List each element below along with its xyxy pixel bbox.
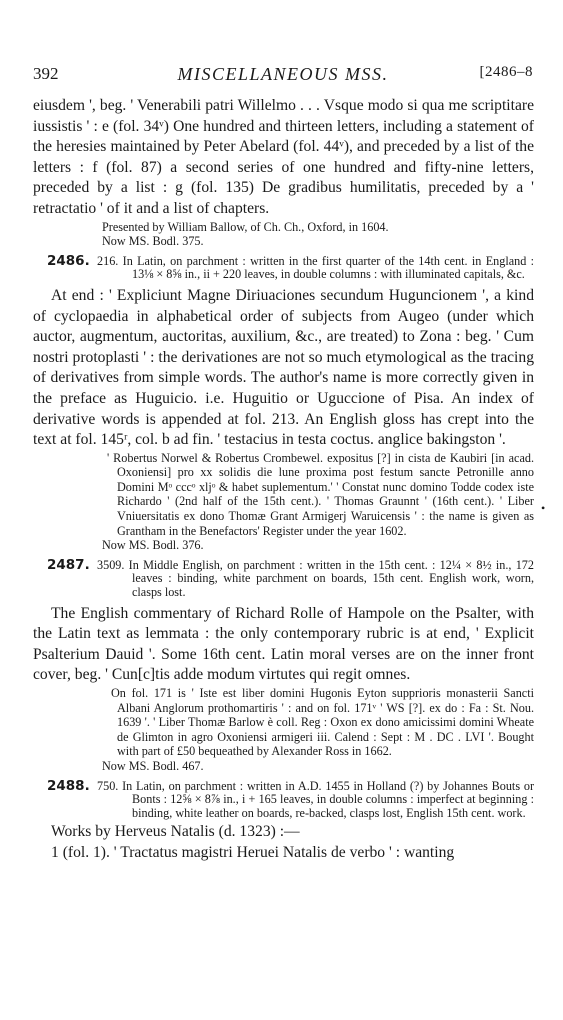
entry-number: 2488. bbox=[47, 777, 90, 794]
entry-2486-description bbox=[33, 252, 534, 282]
page-body bbox=[33, 96, 534, 864]
entry-2487-body: The English commentary of Richard Rolle of Hampole on the Psalter, with the Latin text as lemmata : the only contemporary rubric is at end, ' Explicit Psalterium Dauid '. Some 16th cent. Latin moral verses are on the inner front cover, beg. ' Cun[c]tis adde modum virtutes qui regit omnes. bbox=[33, 604, 534, 684]
shelfmark: Now MS. Bodl. 376. bbox=[102, 538, 204, 553]
entry-2487-description bbox=[33, 556, 534, 600]
entry-2486-provenance: ' Robertus Norwel & Robertus Crombewel. expositus [?] in cista de Kaubiri [in acad. Oxoniensi] pro xx solidis die lune proxima post festum sancte Petronille anno Domini Mᵒ cccᵒ xljᵒ & habet suplementum.' ' Constat nunc domino Todde codex iste Richardo ' (2nd half of the 15th cent.). ' Thomas Graunnt ' (16th cent.). ' Liber Vniuersitatis ex dono Thomæ Grant Armigerj Waruicensis ' : the name is given as Grantham in the Benefactors' Register under the year 1602. bbox=[107, 450, 534, 538]
entry-desc-text: 216. In Latin, on parchment : written in the first quarter of the 14th cent. in England : 13⅛ × 8⅝ in., ii + 220 leaves, in double columns : with illuminated capitals, &c. bbox=[97, 253, 534, 282]
entry-desc-text: 750. In Latin, on parchment : written in A.D. 1455 in Holland (?) by Johannes Bouts or Bonts : 12⅝ × 8⅞ in., i + 165 leaves, in double columns : imperfect at beginning : binding, white leather on boards, re-backed, clasps lost, English 15th cent. work. bbox=[97, 778, 534, 820]
shelfmark: Now MS. Bodl. 375. bbox=[102, 234, 204, 249]
shelfmark: Now MS. Bodl. 467. bbox=[102, 758, 204, 773]
margin-dot: • bbox=[541, 501, 546, 515]
entry-2488-item-1: 1 (fol. 1). ' Tractatus magistri Heruei Natalis de verbo ' : wanting bbox=[51, 843, 455, 861]
entry-2488-description bbox=[33, 777, 534, 821]
entry-number: 2487. bbox=[47, 556, 90, 573]
running-title: MISCELLANEOUS MSS. bbox=[177, 64, 389, 84]
entry-range: [2486–8 bbox=[479, 64, 533, 80]
entry-number: 2486. bbox=[47, 252, 90, 269]
presented-note: Presented by William Ballow, of Ch. Ch., Oxford, in 1604. bbox=[102, 219, 389, 234]
entry-desc-text: 3509. In Middle English, on parchment : written in the 15th cent. : 12¼ × 8½ in., 172 leaves : binding, white parchment on boards, 15th cent. English work, worn, clasps lost. bbox=[97, 557, 534, 600]
page-header bbox=[33, 64, 533, 90]
page-number: 392 bbox=[33, 64, 59, 83]
entry-2487-provenance: On fol. 171 is ' Iste est liber domini Hugonis Eyton supprioris monasterii Sancti Albani Anglorum prothomartiris ' : and on fol. 171ᵛ ' WS [?]. ex do : Fa : St. Nou. 1639 '. ' Liber Thomæ Barlow è coll. Reg : Oxon ex dono amicissimi domini Wheate de Glimton in agro Oxoniensi armigeri iii. Calend : Sept : M . DC . LVI '. Bought with part of £50 bequeathed by Alexander Ross in 1662. bbox=[111, 686, 534, 759]
entry-2486-body: At end : ' Expliciunt Magne Diriuaciones secundum Huguncionem ', a kind of cyclopaedia in alphabetical order of subjects from Augeo (under which auctor, augmentum, auctoritas, auxilium, &c., are treated) to Zona : beg. ' Cum nostri protoplasti ' : the derivationes are not so much etymological as the tracing of derivatives from simple words. The author's name is more correctly given in the preface as Huguicio. i.e. Huguitio or Uguccione of Pisa. An index of derivative words is appended at fol. 213. An English gloss has crept into the text at fol. 145ʳ, col. b ad fin. ' testacius in testa coctus. anglice bakingston '. bbox=[33, 286, 534, 449]
entry-2488-works-heading: Works by Herveus Natalis (d. 1323) :— bbox=[51, 823, 300, 841]
continued-paragraph: eiusdem ', beg. ' Venerabili patri Willelmo . . . Vsque modo si qua me scriptitare iussistis ' : e (fol. 34ᵛ) One hundred and thirteen letters, including a statement of the heresies maintained by Peter Abelard (fol. 44ᵛ), and preceded by a list of the letters : f (fol. 87) a second series of one hundred and fifty-nine letters, preceded by a list : g (fol. 135) De gradibus humilitatis, preceded by a ' retractatio ' of it and a list of chapters. bbox=[33, 97, 534, 217]
